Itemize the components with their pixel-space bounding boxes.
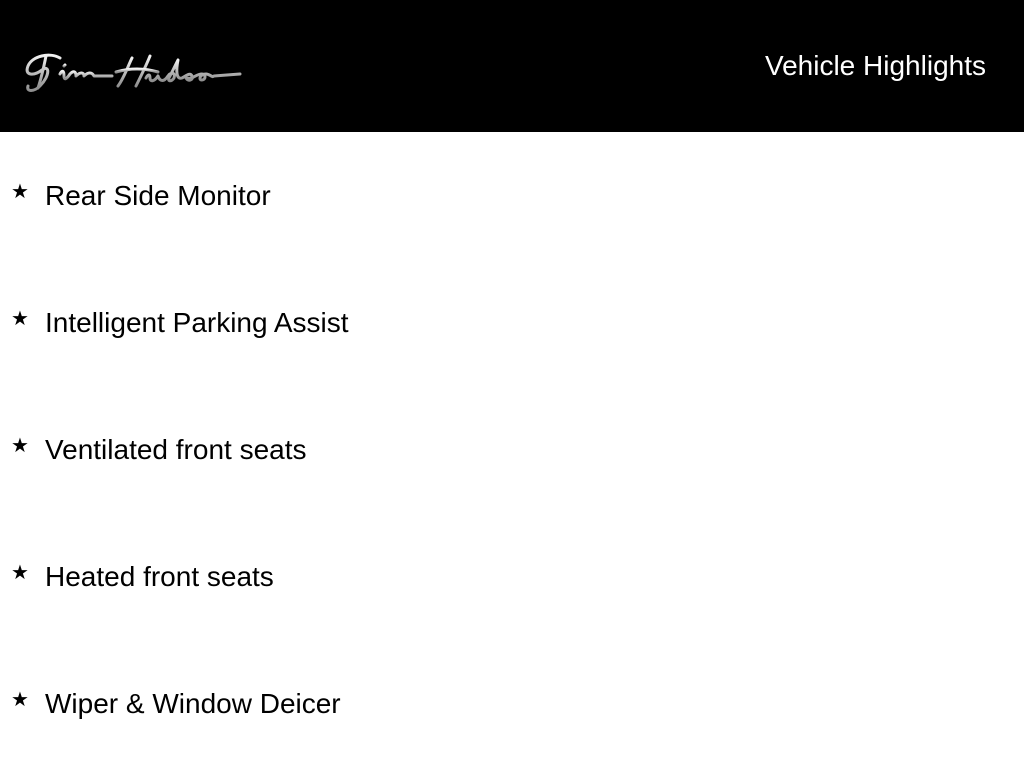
star-icon: ★ — [11, 562, 29, 584]
dealer-logo — [20, 33, 246, 98]
star-icon: ★ — [11, 435, 29, 457]
highlight-label: Heated front seats — [45, 561, 274, 592]
highlight-label: Ventilated front seats — [45, 434, 307, 465]
signature-logo-icon — [20, 33, 246, 98]
star-icon: ★ — [11, 308, 29, 330]
highlight-label: Intelligent Parking Assist — [45, 307, 349, 338]
highlight-label: Wiper & Window Deicer — [45, 688, 341, 719]
header-bar — [0, 0, 1024, 132]
vehicle-highlights-list — [0, 132, 1024, 767]
list-item — [0, 513, 1024, 640]
list-item — [0, 640, 1024, 767]
list-item — [0, 259, 1024, 386]
list-item — [0, 132, 1024, 259]
logo-text: Jim Hudson — [20, 33, 105, 50]
star-icon: ★ — [11, 689, 29, 711]
star-icon: ★ — [11, 181, 29, 203]
highlight-label: Rear Side Monitor — [45, 180, 271, 211]
page-title: Vehicle Highlights — [764, 50, 986, 81]
list-item — [0, 386, 1024, 513]
